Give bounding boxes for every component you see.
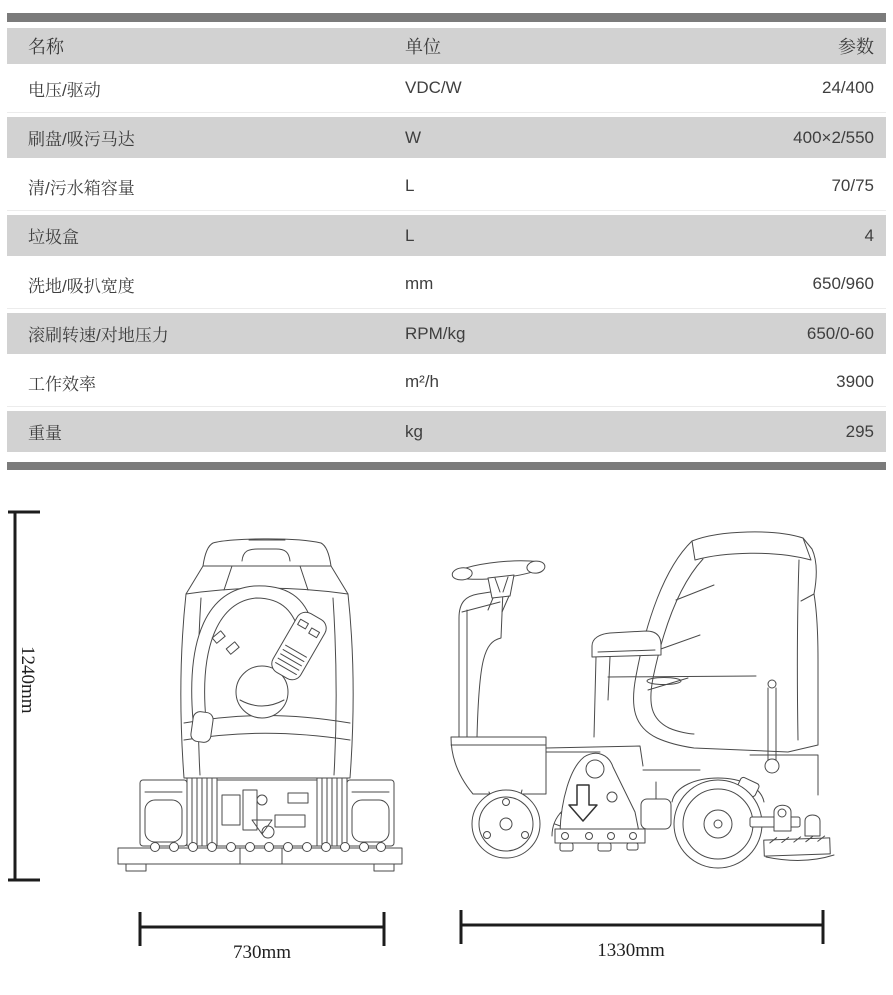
spec-value-cell: 650/0-60 xyxy=(806,323,874,343)
table-row xyxy=(7,64,886,113)
spec-unit-cell: m²/h xyxy=(405,372,439,391)
spec-name-cell: 洗地/吸扒宽度 xyxy=(28,276,135,296)
spec-unit-cell: mm xyxy=(405,274,434,293)
front-width-dimension-label: 730mm xyxy=(232,942,292,963)
side-length-dimension-label: 1330mm xyxy=(597,940,665,961)
spec-name-cell: 电压/驱动 xyxy=(28,80,101,100)
table-row xyxy=(7,358,886,407)
spec-name-cell: 清/污水箱容量 xyxy=(28,178,135,198)
spec-unit-cell: L xyxy=(405,225,415,245)
spec-value-cell: 3900 xyxy=(836,372,874,391)
table-top-accent-bar xyxy=(7,13,886,22)
spec-value-cell: 70/75 xyxy=(831,176,874,195)
table-row xyxy=(7,407,886,456)
height-dimension xyxy=(8,512,40,880)
front-width-dimension xyxy=(140,912,384,963)
spec-name-cell: 刷盘/吸污马达 xyxy=(28,130,135,149)
table-row xyxy=(7,113,886,162)
spec-name-cell: 工作效率 xyxy=(28,374,96,394)
scrubber-side-view-icon xyxy=(451,532,834,868)
spec-unit-cell: kg xyxy=(405,421,423,441)
table-header-row xyxy=(7,28,886,64)
spec-name-cell: 重量 xyxy=(28,424,62,443)
header-unit: 单位 xyxy=(405,37,441,57)
spec-value-cell: 4 xyxy=(864,225,874,245)
technical-drawings xyxy=(0,480,893,995)
table-row xyxy=(7,211,886,260)
side-length-dimension xyxy=(461,910,823,961)
spec-unit-cell: VDC/W xyxy=(405,78,462,97)
table-bottom-accent-bar xyxy=(7,462,886,470)
scrubber-front-view-icon xyxy=(118,539,402,871)
spec-value-cell: 650/960 xyxy=(812,274,874,293)
spec-value-cell: 24/400 xyxy=(822,78,874,97)
header-value: 参数 xyxy=(838,37,874,57)
header-name: 名称 xyxy=(28,37,64,57)
table-row xyxy=(7,260,886,309)
table-row xyxy=(7,162,886,211)
spec-value-cell: 295 xyxy=(845,421,874,441)
spec-unit-cell: W xyxy=(405,127,422,147)
spec-unit-cell: L xyxy=(405,176,415,195)
spec-name-cell: 垃圾盒 xyxy=(28,228,79,247)
spec-unit-cell: RPM/kg xyxy=(405,323,466,343)
table-row xyxy=(7,309,886,358)
spec-name-cell: 滚刷转速/对地压力 xyxy=(28,326,169,345)
spec-value-cell: 400×2/550 xyxy=(793,127,874,147)
spec-table xyxy=(7,13,886,470)
height-dimension-label: 1240mm xyxy=(17,646,38,714)
